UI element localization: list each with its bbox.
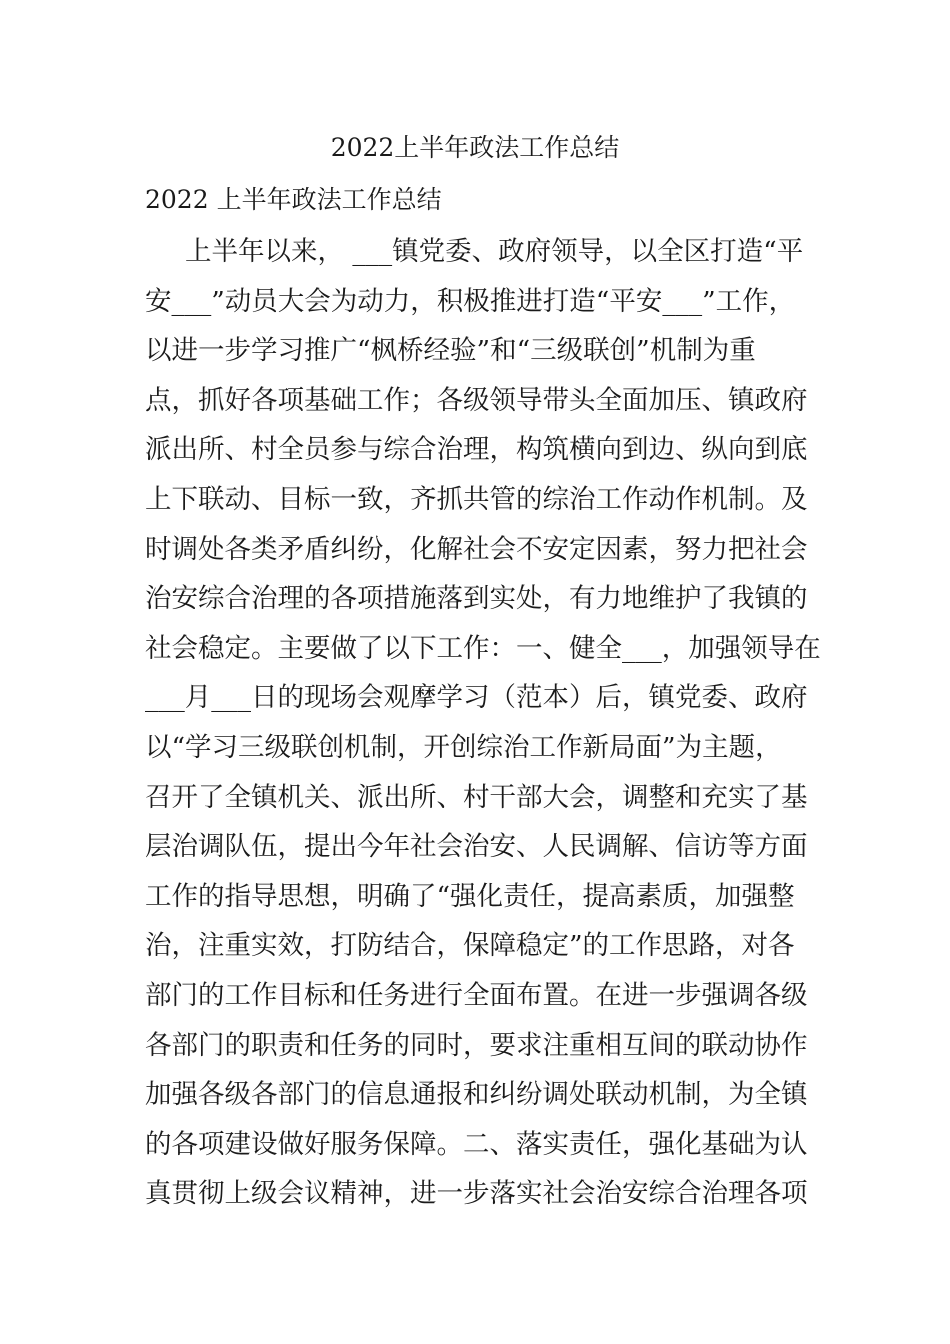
body-line: ___月___日的现场会观摩学习（范本）后，镇党委、政府: [145, 682, 808, 714]
document-body: [145, 227, 825, 1219]
body-line: 部门的工作目标和任务进行全面布置。在进一步强调各级: [145, 979, 808, 1011]
body-line: 各部门的职责和任务的同时，要求注重相互间的联动协作: [145, 1029, 808, 1061]
body-line: 真贯彻上级会议精神，进一步落实社会治安综合治理各项: [145, 1178, 808, 1210]
document-subtitle: 2022 上半年政法工作总结: [145, 185, 442, 214]
body-line: 层治调队伍，提出今年社会治安、人民调解、信访等方面: [145, 831, 808, 863]
body-line: 上下联动、目标一致，齐抓共管的综治工作动作机制。及: [145, 483, 808, 515]
body-line: 以进一步学习推广“枫桥经验”和“三级联创”机制为重: [145, 335, 756, 367]
body-line: 工作的指导思想，明确了“强化责任，提高素质，加强整: [145, 880, 795, 912]
body-line: 以“学习三级联创机制，开创综治工作新局面”为主题，: [145, 731, 782, 763]
body-line: 时调处各类矛盾纠纷，化解社会不安定因素，努力把社会: [145, 533, 808, 565]
body-line: 上半年以来， ___镇党委、政府领导，以全区打造“平: [185, 236, 804, 267]
document-title: 2022上半年政法工作总结: [330, 133, 620, 162]
body-line: 加强各级各部门的信息通报和纠纷调处联动机制，为全镇: [145, 1079, 808, 1111]
body-line: 派出所、村全员参与综合治理，构筑横向到边、纵向到底: [145, 434, 808, 466]
body-line: 召开了全镇机关、派出所、村干部大会，调整和充实了基: [145, 781, 808, 813]
body-line: 点，抓好各项基础工作；各级领导带头全面加压、镇政府: [145, 384, 808, 416]
body-line: 治安综合治理的各项措施落到实处，有力地维护了我镇的: [145, 583, 808, 615]
body-line: 社会稳定。主要做了以下工作：一、健全___，加强领导在: [145, 632, 821, 664]
body-line: 治，注重实效，打防结合，保障稳定”的工作思路，对各: [145, 930, 795, 962]
body-line: 的各项建设做好服务保障。二、落实责任，强化基础为认: [145, 1128, 808, 1160]
body-line: 安___”动员大会为动力，积极推进打造“平安___”工作，: [145, 285, 796, 317]
